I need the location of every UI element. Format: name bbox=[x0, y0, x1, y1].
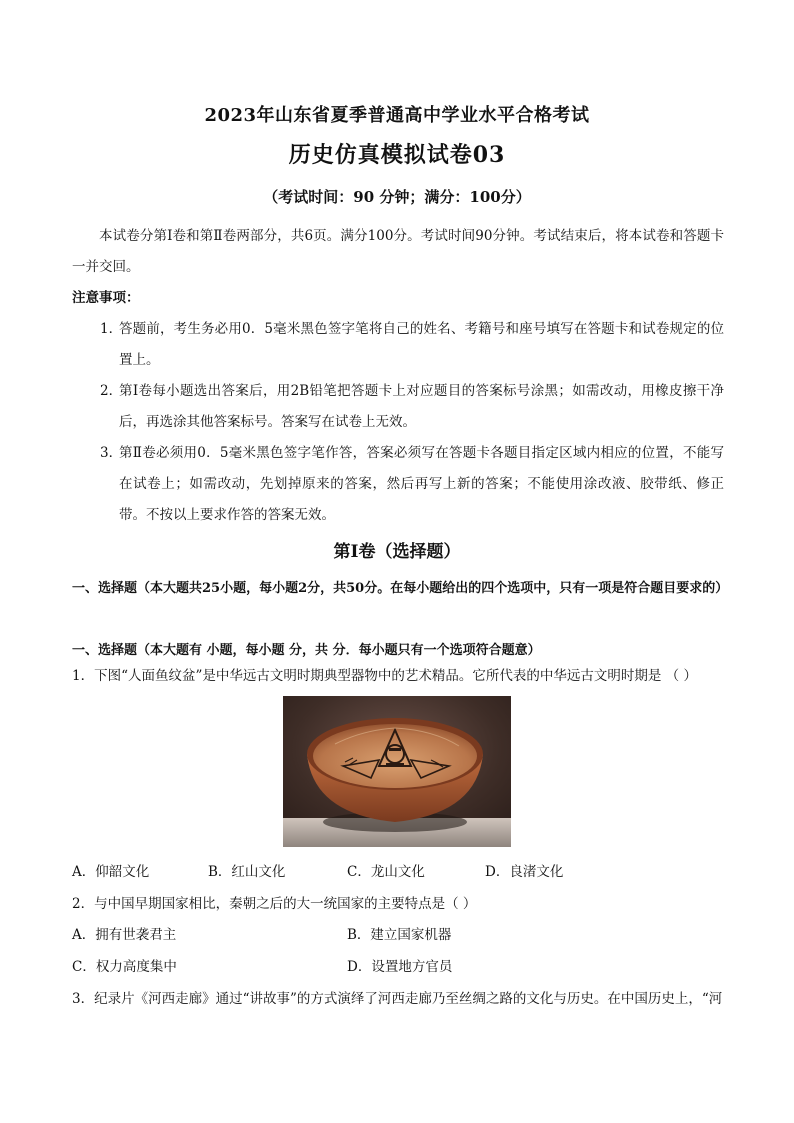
section-title: 第Ⅰ卷（选择题） bbox=[333, 542, 461, 562]
note-item-text: 第Ⅰ卷每小题选出答案后，用2B铅笔把答题卡上对应题目的答案标号涂黑；如需改动，用橡皮擦干净后，再选涂其他答案标号。答案写在试卷上无效。 bbox=[119, 383, 724, 430]
note-item-text: 第Ⅱ卷必须用0．5毫米黑色签字笔作答，答案必须写在答题卡各题目指定区域内相应的位置，不能写在试卷上；如需改动，先划掉原来的答案，然后再写上新的答案；不能使用涂改液、胶带纸、修正带。不按以上要求作答的答案无效。 bbox=[119, 445, 724, 523]
notes-heading: 注意事项： bbox=[72, 290, 140, 306]
question-1-option-a[interactable]: A．仰韶文化 bbox=[72, 864, 150, 880]
intro-paragraph: 本试卷分第Ⅰ卷和第Ⅱ卷两部分，共6页。满分100分。考试时间90分钟。考试结束后，将本试卷和答题卡一并交回。 bbox=[72, 228, 724, 275]
question-2-option-c[interactable]: C．权力高度集中 bbox=[72, 959, 177, 975]
note-item-number: 1． bbox=[100, 321, 123, 337]
question-1-option-c[interactable]: C．龙山文化 bbox=[347, 864, 425, 880]
question-1-option-d[interactable]: D．良渚文化 bbox=[485, 864, 564, 880]
note-item-number: 2． bbox=[100, 383, 123, 399]
question-2-option-b[interactable]: B．建立国家机器 bbox=[347, 927, 452, 943]
question-1-option-b[interactable]: B．红山文化 bbox=[208, 864, 286, 880]
question-2-option-a[interactable]: A．拥有世袭君主 bbox=[72, 927, 177, 943]
section-instruction: 一、选择题（本大题共25小题，每小题2分，共50分。在每小题给出的四个选项中，只有一项是符合题目要求的） bbox=[72, 581, 729, 596]
question-2-stem: 2．与中国早期国家相比，秦朝之后的大一统国家的主要特点是（ ） bbox=[72, 896, 477, 912]
exam-subtitle: （考试时间：90 分钟；满分：100分） bbox=[263, 188, 531, 206]
question-1-stem: 1．下图“人面鱼纹盆”是中华远古文明时期典型器物中的艺术精品。它所代表的中华远古文明时期是 （ ） bbox=[72, 668, 697, 684]
note-item-1 bbox=[72, 314, 724, 376]
note-item-number: 3． bbox=[100, 445, 123, 461]
painted-pottery-bowl-photo bbox=[283, 696, 511, 847]
exam-title-line1: 2023年山东省夏季普通高中学业水平合格考试 bbox=[204, 105, 590, 126]
note-item-3 bbox=[72, 438, 724, 531]
question-3-stem: 3．纪录片《河西走廊》通过“讲故事”的方式演绎了河西走廊乃至丝绸之路的文化与历史。在中国历史上，“河 bbox=[72, 991, 723, 1007]
note-item-2 bbox=[72, 376, 724, 438]
section-instruction-2: 一、选择题（本大题有 小题，每小题 分，共 分．每小题只有一个选项符合题意） bbox=[72, 643, 541, 658]
question-2-option-d[interactable]: D．设置地方官员 bbox=[347, 959, 453, 975]
note-item-text: 答题前，考生务必用0．5毫米黑色签字笔将自己的姓名、考籍号和座号填写在答题卡和试卷规定的位置上。 bbox=[119, 321, 724, 368]
exam-title-line2: 历史仿真模拟试卷03 bbox=[288, 142, 506, 168]
